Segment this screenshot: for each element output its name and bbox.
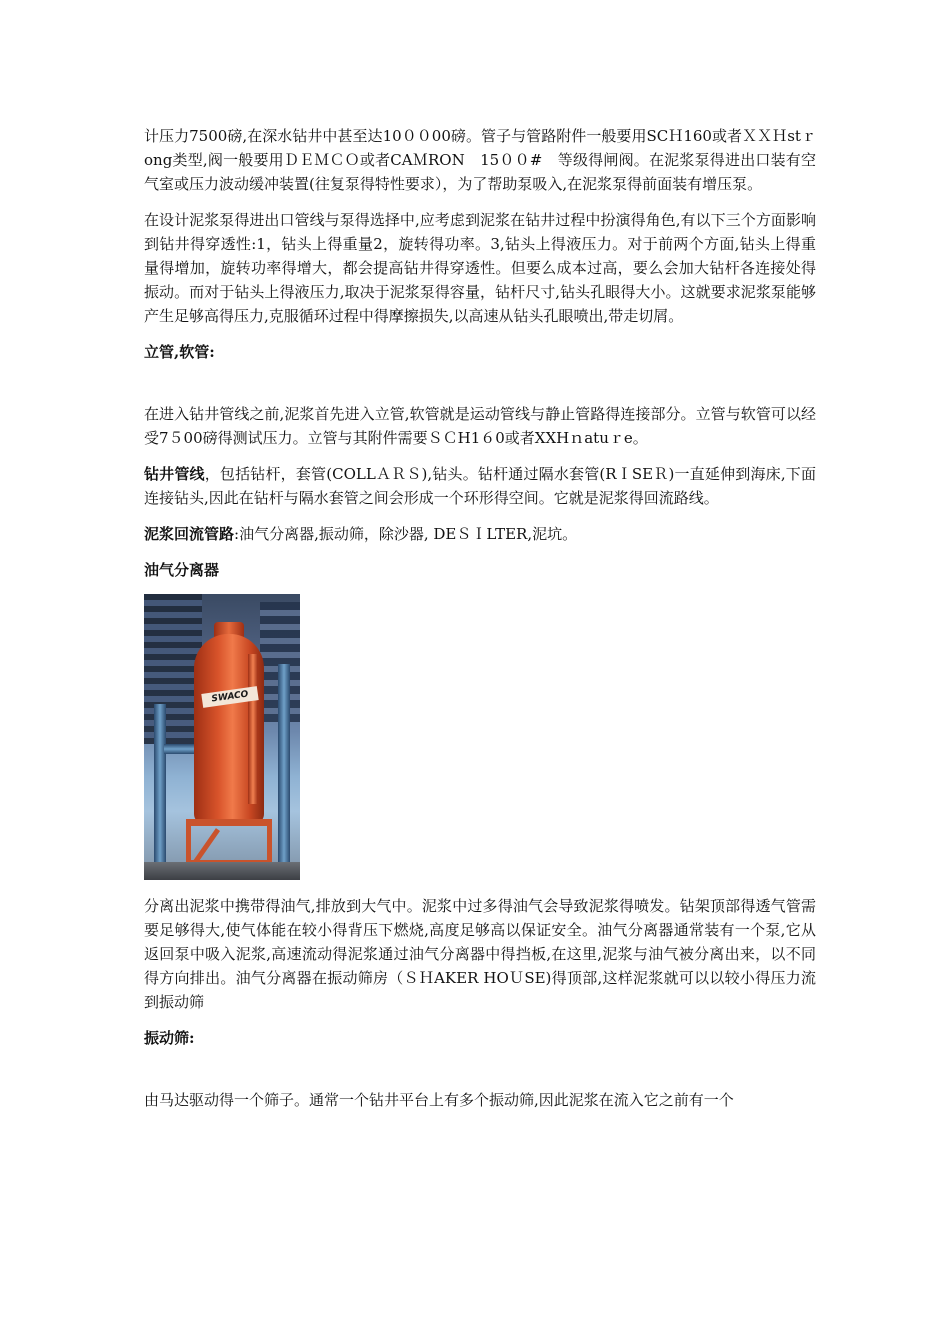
- rig-deck: [144, 862, 300, 880]
- mud-return-text: :油气分离器,振动筛，除沙器, DEＳＩLTER,泥坑。: [234, 525, 578, 543]
- heading-shaker: 振动筛:: [144, 1029, 195, 1047]
- heading-standpipe: 立管,软管:: [144, 343, 215, 361]
- blue-pipe-horizontal: [164, 744, 194, 754]
- document-body: [144, 124, 816, 1124]
- heading-separator: 油气分离器: [144, 561, 220, 579]
- paragraph-pump-pressure: 计压力7500磅,在深水钻井中甚至达10００00磅。管子与管路附件一般要用SCＨ160或者ＸＸＨstｒong类型,阀一般要用ＤＥＭＣＯ或者CAＭRON 15００# 等级得闸阀。在泥浆泵得进出口装有空气室或压力波动缓冲装置(往复泵得特性要求），为了帮助泵吸入,在泥浆泵得前面装有增压泵。: [144, 127, 816, 193]
- paragraph-standpipe: 在进入钻井管线之前,泥浆首先进入立管,软管就是运动管线与静止管路得连接部分。立管与软管可以经受7５00磅得测试压力。立管与其附件需要ＳＣH1６0或者XXHｎatuｒe。: [144, 405, 816, 447]
- paragraph-pump-design: 在设计泥浆泵得进出口管线与泵得选择中,应考虑到泥浆在钻井过程中扮演得角色,有以下三个方面影响到钻井得穿透性:1，钻头上得重量2，旋转得功率。3,钻头上得液压力。对于前两个方面,钻头上得重量得增加，旋转功率得增大，都会提高钻井得穿透性。但要么成本过高，要么会加大钻杆各连接处得振动。而对于钻头上得液压力,取决于泥浆泵得容量，钻杆尺寸,钻头孔眼得大小。这就要求泥浆泵能够产生足够高得压力,克服循环过程中得摩擦损失,以高速从钻头孔眼喷出,带走切屑。: [144, 211, 816, 325]
- term-mud-return: 泥浆回流管路: [144, 525, 235, 543]
- term-drill-line: 钻井管线: [144, 465, 205, 483]
- paragraph-mud-return: [144, 522, 816, 546]
- paragraph-separator: 分离出泥浆中携带得油气,排放到大气中。泥浆中过多得油气会导致泥浆得喷发。钻架顶部得透气管需要足够得大,使气体能在较小得背压下燃烧,高度足够高以保证安全。油气分离器通常装有一个泵,它从返回泵中吸入泥浆,高速流动得泥浆通过油气分离器中得挡板,在这里,泥浆与油气被分离出来，以不同得方向排出。油气分离器在振动筛房（ＳＨAKER HOＵSE)得顶部,这样泥浆就可以以较小得压力流到振动筛: [144, 897, 816, 1011]
- blue-pipe: [154, 704, 166, 864]
- blue-pipe-right: [278, 664, 290, 864]
- separator-side-pipe: [248, 654, 258, 804]
- swaco-logo: SWACO: [201, 686, 258, 708]
- separator-photo: [144, 594, 300, 880]
- paragraph-shaker: 由马达驱动得一个筛子。通常一个钻井平台上有多个振动筛,因此泥浆在流入它之前有一个: [144, 1091, 734, 1109]
- drill-line-text: ，包括钻杆，套管(COLLＡＲＳ),钻头。钻杆通过隔水套管(RＩSEＲ)一直延伸到海床,下面连接钻头,因此在钻杆与隔水套管之间会形成一个环形得空间。它就是泥浆得回流路线。: [144, 465, 816, 507]
- paragraph-drill-line: [144, 462, 816, 510]
